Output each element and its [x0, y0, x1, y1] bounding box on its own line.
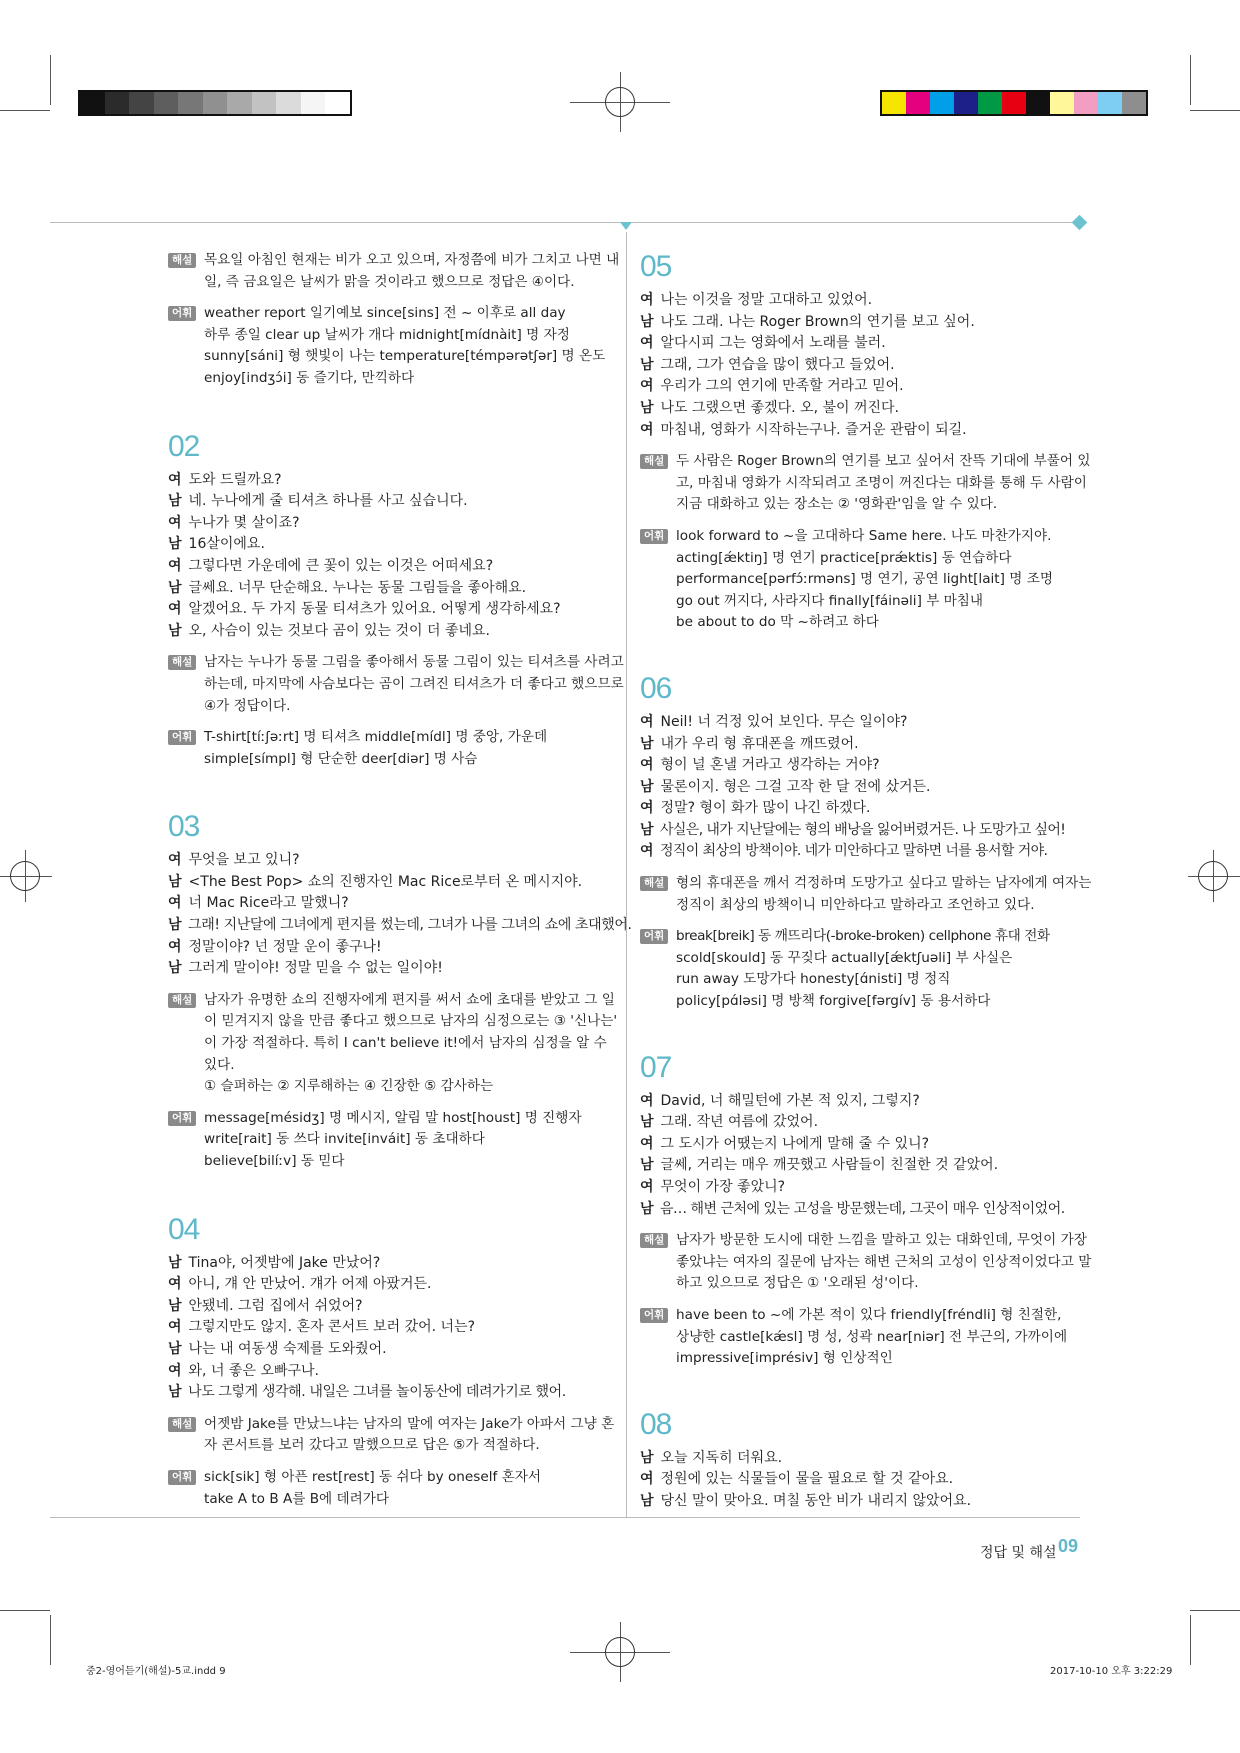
slug-timestamp: 2017-10-10 오후 3:22:29 — [1050, 1666, 1173, 1677]
color-swatch — [1050, 92, 1074, 114]
vocabulary-tag: 어휘 — [168, 1470, 196, 1485]
dialog-line: 남 나는 내 여동생 숙제를 도와줬어. — [168, 1340, 387, 1357]
dialog-line: 남 당신 말이 맞아요. 며칠 동안 비가 내리지 않았어요. — [640, 1492, 972, 1509]
section-03 — [168, 810, 632, 1172]
color-swatch — [80, 92, 105, 114]
dialog-line: 여 나는 이것을 정말 고대하고 있었어. — [640, 292, 873, 308]
crop-mark — [1190, 55, 1191, 105]
question-number: 03 — [168, 810, 200, 844]
dialog-line: 남 글쎄, 거리는 매우 깨끗했고 사람들이 친절한 것 같았어. — [640, 1157, 999, 1174]
crop-mark — [1190, 1610, 1240, 1611]
dialog-line: 여 Neil! 너 걱정 있어 보인다. 무슨 일이야? — [640, 713, 908, 730]
vocabulary-tag: 어휘 — [168, 306, 196, 321]
dialog-line: 여 마침내, 영화가 시작하는구나. 즐거운 관람이 되길. — [640, 421, 967, 438]
question-number: 05 — [640, 250, 672, 283]
dialog-line: 남 그래, 그가 연습을 많이 했다고 들었어. — [640, 356, 895, 373]
color-swatch — [129, 92, 154, 114]
dialog-line: 여 무엇을 보고 있니? — [168, 852, 300, 869]
vocabulary-tag: 어휘 — [168, 1111, 196, 1126]
section-02 — [168, 429, 624, 771]
vocabulary-tag: 어휘 — [640, 1308, 668, 1323]
grayscale-color-bar — [78, 90, 352, 116]
dialog — [168, 1253, 614, 1404]
dialog-line: 여 정원에 있는 식물들이 물을 필요로 할 것 같아요. — [640, 1471, 954, 1488]
dialog-line: 여 알다시피 그는 영화에서 노래를 불러. — [640, 335, 886, 352]
dialog-line: 남 그러게 말이야! 정말 믿을 수 없는 일이야! — [168, 960, 443, 977]
dialog-line: 남 그래! 지난달에 그녀에게 편지를 썼는데, 그녀가 나를 그녀의 쇼에 초대했어. — [168, 917, 632, 934]
color-swatch — [252, 92, 277, 114]
dialog-line: 남 나도 그렇게 생각해. 내일은 그녀를 놀이동산에 데려가기로 했어. — [168, 1384, 566, 1401]
question-number: 06 — [640, 671, 672, 705]
color-swatch — [276, 92, 301, 114]
dialog-line: 여 아니, 걔 안 만났어. 걔가 어제 아팠거든. — [168, 1276, 432, 1293]
dialog — [640, 1448, 1086, 1513]
dialog-line: 남 나도 그래. 나는 Roger Brown의 연기를 보고 싶어. — [640, 313, 975, 330]
dialog-line: 여 정직이 최상의 방책이야. 네가 미안하다고 말하면 너를 용서할 거야. — [640, 843, 1048, 860]
dialog — [640, 290, 1086, 441]
dialog — [640, 1091, 1086, 1221]
cmyk-color-bar — [880, 90, 1148, 116]
section-05 — [640, 250, 1091, 634]
explanation-tag: 해설 — [168, 253, 196, 268]
crop-mark — [1190, 1615, 1191, 1665]
color-swatch — [978, 92, 1002, 114]
color-swatch — [1098, 92, 1122, 114]
question-number: 08 — [640, 1407, 672, 1441]
explanation-tag: 해설 — [168, 993, 196, 1008]
dialog-line: 남 오늘 지독히 더워요. — [640, 1449, 783, 1466]
vocabulary-02: 어휘 T-shirt[tíːʃəːrt] 명 티셔츠 middle[mídl] 명 중앙, 가운데 simple[símpl] 형 단순한 deer[diər] 명 사슴 — [168, 727, 614, 770]
vocabulary-tag: 어휘 — [168, 730, 196, 745]
explanation-tag: 해설 — [640, 454, 668, 469]
question-number: 02 — [168, 429, 200, 463]
right-column — [640, 250, 1092, 1547]
dialog-line: 여 무엇이 가장 좋았니? — [640, 1179, 786, 1195]
dialog-line: 남 사실은, 내가 지난달에는 형의 배낭을 잃어버렸거든. 나 도망가고 싶어! — [640, 821, 1066, 838]
dialog-line: 남 음… 해변 근처에 있는 고성을 방문했는데, 그곳이 매우 인상적이었어. — [640, 1200, 1065, 1217]
crop-mark — [0, 110, 50, 111]
color-swatch — [154, 92, 179, 114]
color-swatch — [882, 92, 906, 114]
dialog-line: 남 네. 누나에게 줄 티셔츠 하나를 사고 싶습니다. — [168, 493, 468, 510]
dialog-line: 여 그렇다면 가운데에 큰 꽃이 있는 이것은 어떠세요? — [168, 557, 494, 574]
explanation-06: 해설 형의 휴대폰을 깨서 걱정하며 도망가고 싶다고 말하는 남자에게 여자는 정직이 최상의 방책이니 미안하다고 말하라고 조언하고 있다. — [640, 873, 1086, 916]
explanation-tag: 해설 — [640, 876, 668, 891]
top-right-diamond — [1072, 215, 1088, 231]
explanation-03: 해설 남자가 유명한 쇼의 진행자에게 편지를 써서 쇼에 초대를 받았고 그 일 이 믿겨지지 않을 만큼 좋다고 했으므로 남자의 심정으로는 ③ '신나는' 이 가장 적절하다. 특히 I can't believe it!에서 남자의 심정을 알 수 있다. ① 슬퍼하는 ② 지루해하는 ④ 긴장한 ⑤ 감사하는 — [168, 990, 614, 1098]
color-swatch — [906, 92, 930, 114]
crop-mark — [1190, 110, 1240, 111]
explanation-01: 해설 목요일 아침인 현재는 비가 오고 있으며, 자정쯤에 비가 그치고 나면 내 일, 즉 금요일은 날씨가 맑을 것이라고 했으므로 정답은 ④이다. — [168, 250, 614, 293]
vocabulary-tag: 어휘 — [640, 929, 668, 944]
dialog-line: 여 그렇지만도 않지. 혼자 콘서트 보러 갔어. 너는? — [168, 1319, 475, 1336]
crop-mark — [0, 1610, 50, 1611]
vocabulary-03: 어휘 message[mésidʒ] 명 메시지, 알림 말 host[houst] 명 진행자 write[rait] 동 쓰다 invite[inváit] 동 초대하다 believe[bilíːv] 동 믿다 — [168, 1108, 614, 1173]
color-swatch — [227, 92, 252, 114]
question-number: 07 — [640, 1050, 672, 1084]
top-center-marker — [620, 222, 632, 230]
explanation-04: 해설 어젯밤 Jake를 만났느냐는 남자의 말에 여자는 Jake가 아파서 그냥 혼 자 콘서트를 보러 갔다고 말했으므로 답은 ⑤가 적절하다. — [168, 1414, 614, 1457]
color-swatch — [178, 92, 203, 114]
dialog-line: 남 글쎄요. 너무 단순해요. 누나는 동물 그림들을 좋아해요. — [168, 579, 527, 596]
dialog-line: 여 정말이야? 넌 정말 운이 좋구나! — [168, 938, 382, 955]
explanation-02: 해설 남자는 누나가 동물 그림을 좋아해서 동물 그림이 있는 티셔츠를 사려고 하는데, 마지막에 사슴보다는 곰이 그려진 티셔츠가 더 좋다고 했으므로 ④가 정답이다. — [168, 652, 614, 717]
dialog-line: 여 도와 드릴까요? — [168, 471, 282, 488]
color-swatch — [1002, 92, 1026, 114]
dialog-line: 여 정말? 형이 화가 많이 나긴 하겠다. — [640, 800, 871, 817]
page-number: 09 — [1058, 1536, 1079, 1556]
explanation-tag: 해설 — [640, 1233, 668, 1248]
color-swatch — [105, 92, 130, 114]
explanation-tag: 해설 — [168, 655, 196, 670]
dialog-line: 남 안됐네. 그럼 집에서 쉬었어? — [168, 1297, 363, 1314]
section-07 — [640, 1050, 1092, 1370]
vocabulary-tag: 어휘 — [640, 529, 668, 544]
crop-mark — [50, 1615, 51, 1665]
dialog — [168, 850, 632, 980]
question-number: 04 — [168, 1212, 200, 1246]
column-divider — [626, 232, 627, 1517]
section-04 — [168, 1213, 614, 1511]
color-swatch — [1122, 92, 1146, 114]
left-column — [168, 250, 632, 1544]
vocabulary-04: 어휘 sick[sik] 형 아픈 rest[rest] 동 쉬다 by oneself 혼자서 take A to B A를 B에 데려가다 — [168, 1467, 614, 1510]
dialog-line: 남 내가 우리 형 휴대폰을 깨뜨렸어. — [640, 735, 859, 752]
vocabulary-07: 어휘 have been to ~에 가본 적이 있다 friendly[fréndli] 형 친절한, 상냥한 castle[kǽsl] 명 성, 성곽 near[niər] 전 부근의, 가까이에 impressive[imprésiv] 형 인상적인 — [640, 1305, 1086, 1370]
explanation-07: 해설 남자가 방문한 도시에 대한 느낌을 말하고 있는 대화인데, 무엇이 가장 좋았냐는 여자의 질문에 남자는 해변 근처의 고성이 인상적이었다고 말 하고 있으므로 정답은 ① '오래된 성'이다. — [640, 1230, 1086, 1295]
section-08 — [640, 1408, 1086, 1513]
section-06 — [640, 671, 1092, 1013]
dialog-line: 남 오, 사슴이 있는 것보다 곰이 있는 것이 더 좋네요. — [168, 622, 490, 639]
dialog-line: 남 16살이에요. — [168, 536, 265, 553]
dialog-line: 여 누나가 몇 살이죠? — [168, 514, 300, 531]
section-01-continued — [168, 250, 620, 390]
dialog-line: 여 David, 너 해밀턴에 가본 적 있지, 그렇지? — [640, 1092, 920, 1109]
color-swatch — [930, 92, 954, 114]
dialog-line: 남 그래. 작년 여름에 갔었어. — [640, 1114, 819, 1131]
dialog-line: 여 와, 너 좋은 오빠구나. — [168, 1362, 319, 1379]
color-swatch — [1074, 92, 1098, 114]
vocabulary-05: 어휘 look forward to ~을 고대하다 Same here. 나도 마찬가지야. acting[ǽktiŋ] 명 연기 practice[prǽktis] 동 연습하다 performance[pərfɔ́ːrməns] 명 연기, 공연 light[lait] 명 조명 go out 꺼지다, 사라지다 finally[fáinəli] 부 마침내 be about to do 막 ~하려고 하다 — [640, 526, 1086, 634]
color-swatch — [301, 92, 326, 114]
dialog-line: 여 너 Mac Rice라고 말했니? — [168, 895, 349, 912]
color-swatch — [203, 92, 228, 114]
dialog — [168, 470, 614, 643]
color-swatch — [1026, 92, 1050, 114]
crop-mark — [50, 55, 51, 105]
color-swatch — [325, 92, 350, 114]
color-swatch — [954, 92, 978, 114]
dialog-line: 여 알겠어요. 두 가지 동물 티셔츠가 있어요. 어떻게 생각하세요? — [168, 601, 561, 618]
vocabulary-06: 어휘 break[breik] 동 깨뜨리다(-broke-broken) cellphone 휴대 전화 scold[skould] 동 꾸짖다 actually[ǽktʃuəli] 부 사실은 run away 도망가다 honesty[ɑ́nisti] 명 정직 policy[pɑ́ləsi] 명 방책 forgive[fərgív] 동 용서하다 — [640, 926, 1086, 1012]
dialog-line: 여 그 도시가 어땠는지 나에게 말해 줄 수 있니? — [640, 1135, 930, 1152]
dialog-line: 남 Tina야, 어젯밤에 Jake 만났어? — [168, 1254, 381, 1271]
top-rule — [50, 222, 1080, 223]
dialog-line: 남 물론이지. 형은 그걸 고작 한 달 전에 샀거든. — [640, 778, 931, 795]
explanation-05: 해설 두 사람은 Roger Brown의 연기를 보고 싶어서 잔뜩 기대에 부풀어 있 고, 마침내 영화가 시작되려고 조명이 꺼진다는 대화를 통해 두 사람이 지금 대화하고 있는 장소는 ② '영화관'임을 알 수 있다. — [640, 451, 1086, 516]
dialog-line: 여 형이 널 혼낼 거라고 생각하는 거야? — [640, 757, 880, 774]
dialog — [640, 712, 1086, 863]
dialog-line: 남 나도 그랬으면 좋겠다. 오, 불이 꺼진다. — [640, 399, 899, 416]
vocabulary-01: 어휘 weather report 일기예보 since[sins] 전 ~ 이후로 all day 하루 종일 clear up 날씨가 개다 midnight[mídnàit] 명 자정 sunny[sáni] 형 햇빛이 나는 temperature[témpərətʃər] 명 온도 enjoy[indʒɔ́i] 동 즐기다, 만끽하다 — [168, 303, 614, 389]
slug-filename: 중2-영어듣기(해설)-5교.indd 9 — [86, 1666, 226, 1677]
explanation-tag: 해설 — [168, 1417, 196, 1432]
dialog-line: 남 <The Best Pop> 쇼의 진행자인 Mac Rice로부터 온 메시지야. — [168, 873, 583, 890]
dialog-line: 여 우리가 그의 연기에 만족할 거라고 믿어. — [640, 378, 904, 395]
footer-section-title: 정답 및 해설 — [980, 1545, 1057, 1561]
